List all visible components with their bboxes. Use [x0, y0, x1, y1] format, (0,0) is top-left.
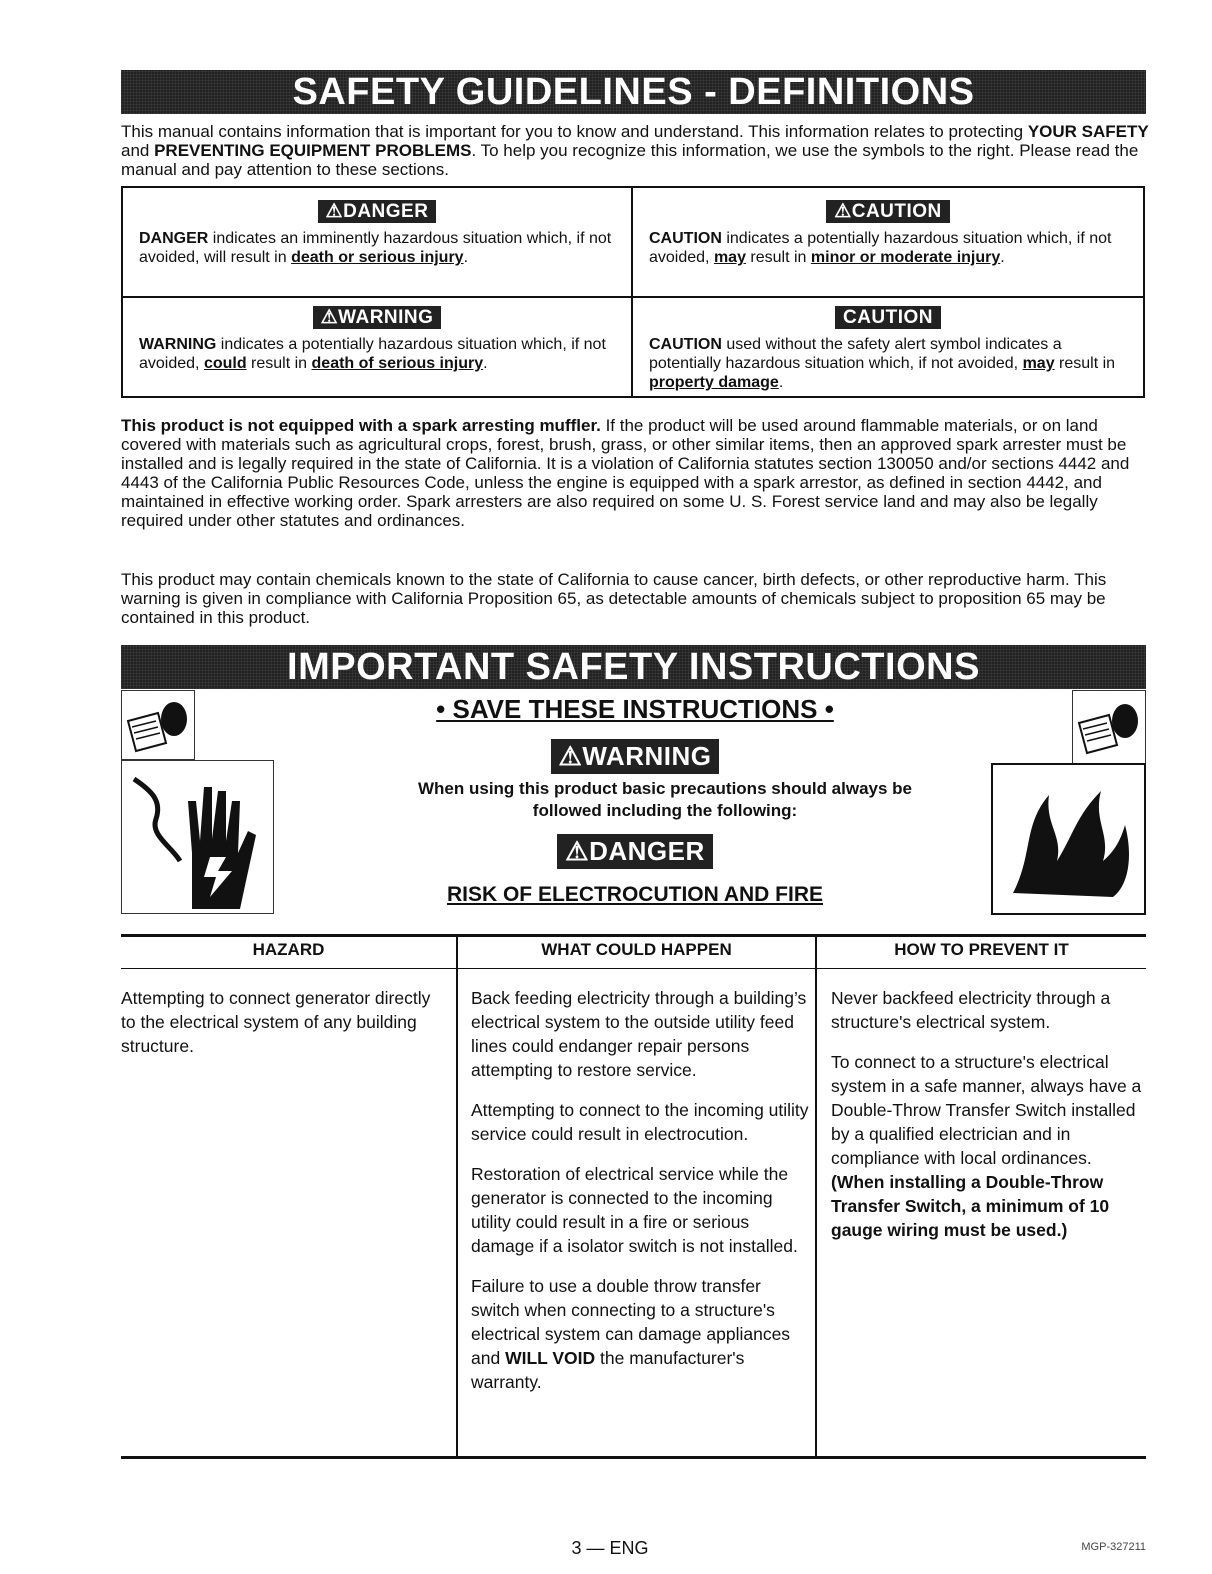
definition-caution-alert: [633, 200, 1143, 267]
caution-plain-signal-word: CAUTION: [835, 306, 941, 329]
definition-text: .: [463, 249, 469, 266]
definition-text: .: [483, 355, 488, 372]
definition-term: DANGER: [139, 230, 209, 247]
consequence-text: Attempting to connect to the incoming utility service could result in electrocution.: [471, 1100, 809, 1144]
hazard-text: Attempting to connect generator directly to the electrical system of any building structure.: [121, 988, 431, 1056]
definition-text: indicates a potentially hazardous situation which, if not avoided,: [139, 336, 606, 372]
definition-caution-plain: [633, 306, 1143, 392]
document-code: MGP-327211: [1081, 1541, 1146, 1553]
consequence-text: [471, 1274, 811, 1394]
save-instructions-text: • SAVE THESE INSTRUCTIONS •: [436, 694, 834, 724]
section-title: SAFETY GUIDELINES - DEFINITIONS: [292, 71, 975, 113]
prevention-text: [831, 1050, 1146, 1242]
definition-text: .: [1000, 249, 1005, 266]
how-to-prevent-cell: [831, 986, 1146, 1258]
page-number: 3 — ENG: [571, 1538, 649, 1558]
read-manual-icon: [121, 690, 195, 760]
table-header-rule: [121, 968, 1146, 969]
intro-text: and: [121, 141, 155, 160]
consequence-bold: WILL VOID: [505, 1348, 596, 1368]
danger-signal-word: ⚠DANGER: [318, 200, 437, 223]
table-top-rule: [121, 934, 1146, 937]
consequence-span: the manufacturer's warranty.: [471, 1348, 745, 1392]
section-banner-instructions: [121, 645, 1146, 689]
warning-signal-wrap: [300, 739, 970, 774]
definition-text: result in: [246, 355, 312, 372]
warning-signal-word: ⚠WARNING: [551, 739, 720, 774]
section-title: IMPORTANT SAFETY INSTRUCTIONS: [287, 646, 980, 688]
grid-divider-horizontal: [123, 296, 1143, 298]
spark-arrester-text: If the product will be used around flammable materials, or on land covered with materials such as agricultural crops, forest, brush, grass, or other similar items, then an approved spark arrester must be installed and is legally required in the state of California. It is a violation of California statutes section 130050 and/or sections 4442 and 4443 of the California Public Resources Code, unless the engine is equipped with a spark arrestor, as defined in section 4442, and maintained in effective working order. Spark arresters are also required on some U. S. Forest service land and may also be legally required under other statutes and ordinances.: [121, 416, 1130, 530]
header-what-could-happen: WHAT COULD HAPPEN: [541, 940, 732, 959]
definition-text: used without the safety alert symbol indicates a potentially hazardous situation which, if not avoided,: [649, 336, 1062, 372]
definition-emphasis: minor or moderate injury: [810, 249, 1001, 266]
danger-signal-wrap: [300, 834, 970, 869]
definition-term: CAUTION: [649, 230, 722, 247]
definitions-grid: [121, 186, 1145, 398]
spark-arrester-paragraph: [121, 416, 1151, 530]
hazard-cell: [121, 986, 441, 1074]
definition-text: .: [778, 374, 784, 391]
danger-signal-word: ⚠DANGER: [557, 834, 712, 869]
definition-emphasis: property damage: [649, 374, 779, 391]
definition-text: indicates a potentially hazardous situation which, if not avoided,: [649, 230, 1112, 266]
risk-heading: [300, 883, 970, 907]
intro-text: This manual contains information that is important for you to know and understand. This information relates to protecting: [121, 122, 1028, 141]
prop65-paragraph: This product may contain chemicals known to the state of California to cause cancer, birth defects, or other reproductive harm. This warning is given in compliance with California Proposition 65, as detectable amounts of chemicals subject to proposition 65 may be contained in this product.: [121, 570, 1107, 627]
header-hazard: HAZARD: [252, 940, 325, 959]
intro-paragraph: [121, 122, 1151, 179]
definition-text: result in: [1054, 355, 1116, 372]
precaution-line: followed including the following:: [532, 801, 798, 820]
section-banner-definitions: [121, 70, 1146, 114]
precaution-line: When using this product basic precautions should always be: [417, 779, 913, 798]
intro-bold: YOUR SAFETY: [1027, 122, 1149, 141]
prevention-bold: (When installing a Double-Throw Transfer Switch, a minimum of 10 gauge wiring must be used.): [831, 1172, 1110, 1240]
risk-text: RISK OF ELECTROCUTION AND FIRE: [446, 883, 824, 906]
save-instructions-heading: [300, 694, 970, 725]
prevention-text: Never backfeed electricity through a structure's electrical system.: [831, 988, 1111, 1032]
definition-emphasis: may: [1022, 355, 1055, 372]
consequence-text: Back feeding electricity through a building’s electrical system to the outside utility feed lines could endanger repair persons attempting to restore service.: [471, 988, 807, 1080]
definition-term: CAUTION: [649, 336, 722, 353]
precaution-text: [340, 778, 990, 822]
definition-warning: [123, 306, 631, 373]
definition-text: indicates an imminently hazardous situation which, if not avoided, will result in: [139, 230, 612, 266]
definition-emphasis: could: [203, 355, 247, 372]
electrocution-hazard-icon: [121, 760, 274, 914]
definition-text: result in: [745, 249, 811, 266]
consequence-text: Restoration of electrical service while the generator is connected to the incoming utility could result in a fire or serious damage if a isolator switch is not installed.: [471, 1164, 798, 1256]
caution-signal-word: ⚠CAUTION: [826, 200, 950, 223]
table-column-divider: [456, 934, 458, 1456]
fire-hazard-icon: [991, 763, 1146, 915]
definition-emphasis: may: [713, 249, 746, 266]
header-how-to-prevent: HOW TO PREVENT IT: [894, 940, 1069, 959]
warning-signal-word: ⚠WARNING: [313, 306, 442, 329]
definition-emphasis: death or serious injury: [291, 249, 464, 266]
intro-bold: PREVENTING EQUIPMENT PROBLEMS: [154, 141, 472, 160]
table-bottom-rule: [121, 1456, 1146, 1459]
definition-danger: [123, 200, 631, 267]
read-manual-icon: [1072, 690, 1146, 765]
intro-text: . To help you recognize this information, we use the symbols to the right. Please read the manual and pay attention to these sections.: [121, 141, 1139, 179]
what-could-happen-cell: [471, 986, 811, 1410]
definition-emphasis: death of serious injury: [311, 355, 484, 372]
consequence-span: Failure to use a double throw transfer switch when connecting to a structure's electrical system can damage appliances and: [471, 1276, 791, 1368]
definition-term: WARNING: [139, 336, 217, 353]
table-column-divider: [815, 934, 817, 1456]
prevention-span: To connect to a structure's electrical system in a safe manner, always have a Double-Throw Transfer Switch installed by a qualified electrician and in compliance with local ordinances.: [831, 1052, 1142, 1168]
spark-arrester-bold: This product is not equipped with a spark arresting muffler.: [121, 416, 601, 435]
